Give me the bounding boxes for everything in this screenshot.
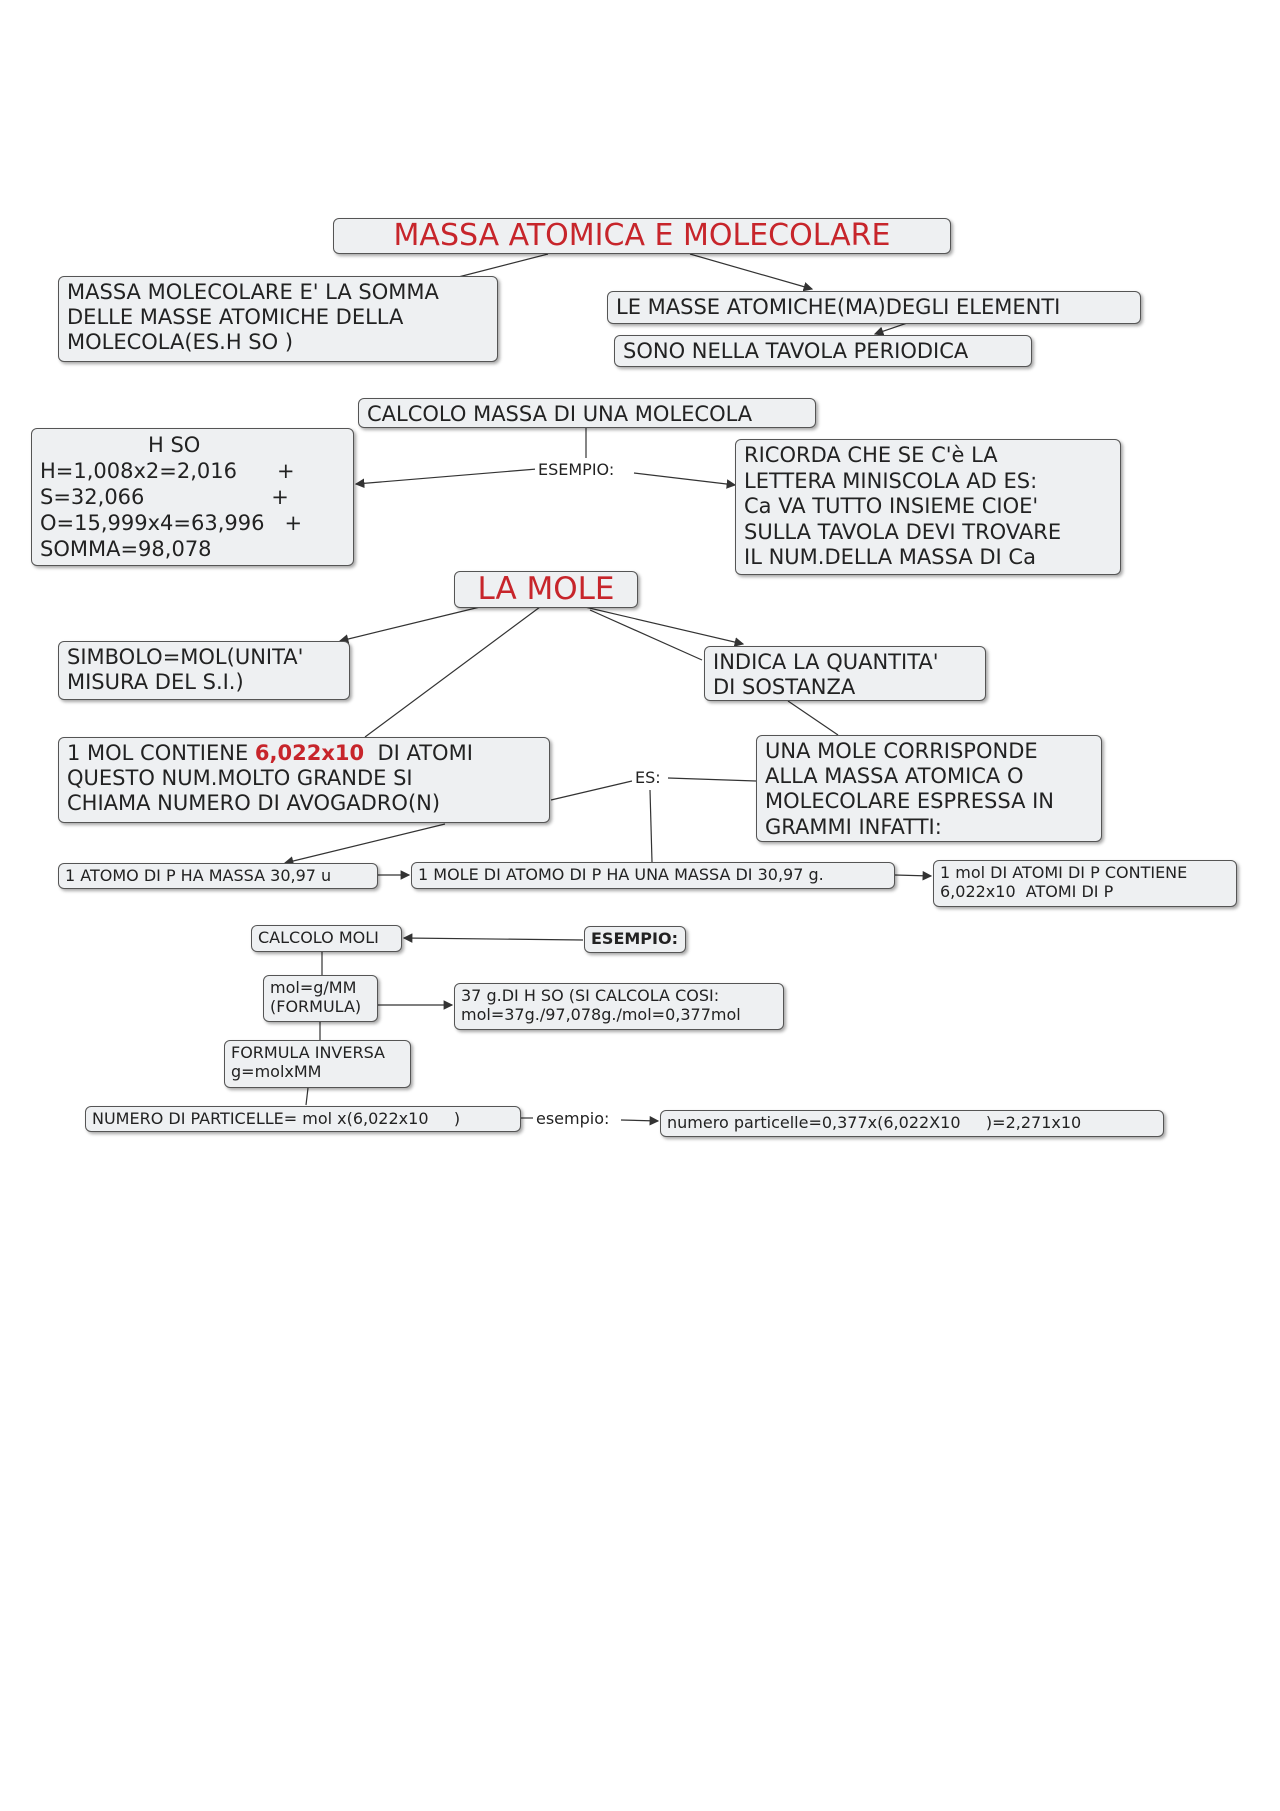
molecular-mass-line-1: MASSA MOLECOLARE E' LA SOMMA (67, 280, 439, 304)
reminder-line-3: Ca VA TUTTO INSIEME CIOE' (744, 494, 1039, 519)
quantity-box (704, 646, 986, 701)
corresponds-line-4: GRAMMI INFATTI: (765, 814, 942, 839)
molecular-mass-line-3: MOLECOLA(ES.H SO ) (67, 330, 294, 355)
quantity-line-1: INDICA LA QUANTITA' (713, 650, 939, 674)
reminder-box (735, 439, 1121, 575)
line-mole-p-to-mol-atoms (895, 875, 931, 876)
avogadro-line-1-post: DI ATOMI (364, 741, 473, 765)
line-es-to-corresponds (668, 778, 756, 781)
line-inverse-to-particles (306, 1088, 308, 1105)
inverse-formula-line-2: g=molxMM (231, 1062, 322, 1082)
mole-corresponds-box (756, 735, 1102, 842)
esempio-label: ESEMPIO: (535, 460, 617, 479)
calc-molecule-box: CALCOLO MASSA DI UNA MOLECOLA (358, 398, 816, 428)
avogadro-line-1-pre: 1 MOL CONTIENE (67, 741, 255, 765)
reminder-line-1: RICORDA CHE SE C'è LA (744, 443, 998, 467)
calc-example-row-s: S=32,066 + (40, 485, 289, 510)
corresponds-line-1: UNA MOLE CORRISPONDE (765, 739, 1038, 763)
atom-p-box: 1 ATOMO DI P HA MASSA 30,97 u (58, 863, 378, 889)
mol-atoms-line-1: 1 mol DI ATOMI DI P CONTIENE (940, 863, 1188, 882)
line-esempio-to-calc-moli (404, 938, 583, 940)
calc-moli-box: CALCOLO MOLI (251, 925, 402, 952)
periodic-table-box: SONO NELLA TAVOLA PERIODICA (614, 335, 1032, 367)
calc-example-box (31, 428, 354, 566)
line-title-to-atomic (690, 254, 812, 289)
symbol-box (58, 641, 350, 700)
symbol-line-1: SIMBOLO=MOL(UNITA' (67, 645, 304, 669)
line-avogadro-to-atom-p (285, 824, 445, 863)
avogadro-line-2: QUESTO NUM.MOLTO GRANDE SI (67, 766, 413, 791)
calc-example-row-h: H=1,008x2=2,016 + (40, 459, 295, 484)
line-avogadro-to-es (551, 781, 632, 800)
reminder-line-4: SULLA TAVOLA DEVI TROVARE (744, 519, 1062, 544)
mole-p-box: 1 MOLE DI ATOMO DI P HA UNA MASSA DI 30,97 g. (411, 862, 895, 889)
example-37g-box (454, 983, 784, 1030)
atomic-masses-box: LE MASSE ATOMICHE(MA)DEGLI ELEMENTI (607, 291, 1141, 324)
line-es-down (650, 790, 652, 862)
avogadro-number: 6,022x10 (254, 741, 365, 765)
line-esempio-to-result (621, 1120, 658, 1121)
inverse-formula-line-1: FORMULA INVERSA (231, 1043, 385, 1062)
avogadro-box (58, 737, 550, 823)
esempio-box: ESEMPIO: (584, 926, 686, 953)
esempio-lower-label: esempio: (533, 1109, 612, 1128)
line-esempio-to-calc-example (356, 469, 537, 484)
reminder-line-5: IL NUM.DELLA MASSA DI Ca (744, 545, 1036, 570)
calc-example-formula: H SO (148, 433, 201, 457)
line-mole-to-avogadro (365, 607, 540, 737)
line-mole-to-quantity-a (585, 607, 743, 644)
molecular-mass-box (58, 276, 498, 362)
avogadro-line-1 (67, 741, 541, 766)
particles-result-box: numero particelle=0,377x(6,022X10 )=2,271x10 (660, 1110, 1164, 1137)
line-mole-to-quantity-b (590, 610, 702, 660)
line-esempio-to-reminder (634, 473, 735, 485)
mol-atoms-line-2: 6,022x10 ATOMI DI P (940, 882, 1114, 902)
es-label: ES: (632, 768, 664, 787)
mol-atoms-p-box (933, 860, 1237, 907)
formula-line-1: mol=g/MM (270, 978, 357, 997)
molecular-mass-line-2: DELLE MASSE ATOMICHE DELLA (67, 305, 404, 330)
example-37g-line-1: 37 g.DI H SO (SI CALCOLA COSI: (461, 986, 720, 1005)
symbol-line-2: MISURA DEL S.I.) (67, 670, 244, 695)
inverse-formula-box (224, 1040, 411, 1088)
title-la-mole: LA MOLE (454, 571, 638, 608)
calc-example-row-o: O=15,999x4=63,996 + (40, 511, 303, 536)
avogadro-line-3: CHIAMA NUMERO DI AVOGADRO(N) (67, 791, 441, 816)
formula-line-2: (FORMULA) (270, 997, 362, 1017)
title-massa-atomica: MASSA ATOMICA E MOLECOLARE (333, 218, 951, 254)
example-37g-line-2: mol=37g./97,078g./mol=0,377mol (461, 1005, 741, 1025)
calc-example-row-sum: SOMMA=98,078 (40, 537, 212, 562)
reminder-line-2: LETTERA MINISCOLA AD ES: (744, 468, 1038, 493)
line-quantity-to-corresponds (788, 701, 838, 735)
quantity-line-2: DI SOSTANZA (713, 675, 856, 700)
particles-box: NUMERO DI PARTICELLE= mol x(6,022x10 ) (85, 1106, 521, 1132)
corresponds-line-3: MOLECOLARE ESPRESSA IN (765, 789, 1055, 814)
corresponds-line-2: ALLA MASSA ATOMICA O (765, 764, 1024, 789)
line-mole-to-symbol (340, 607, 480, 641)
formula-box (263, 975, 378, 1022)
